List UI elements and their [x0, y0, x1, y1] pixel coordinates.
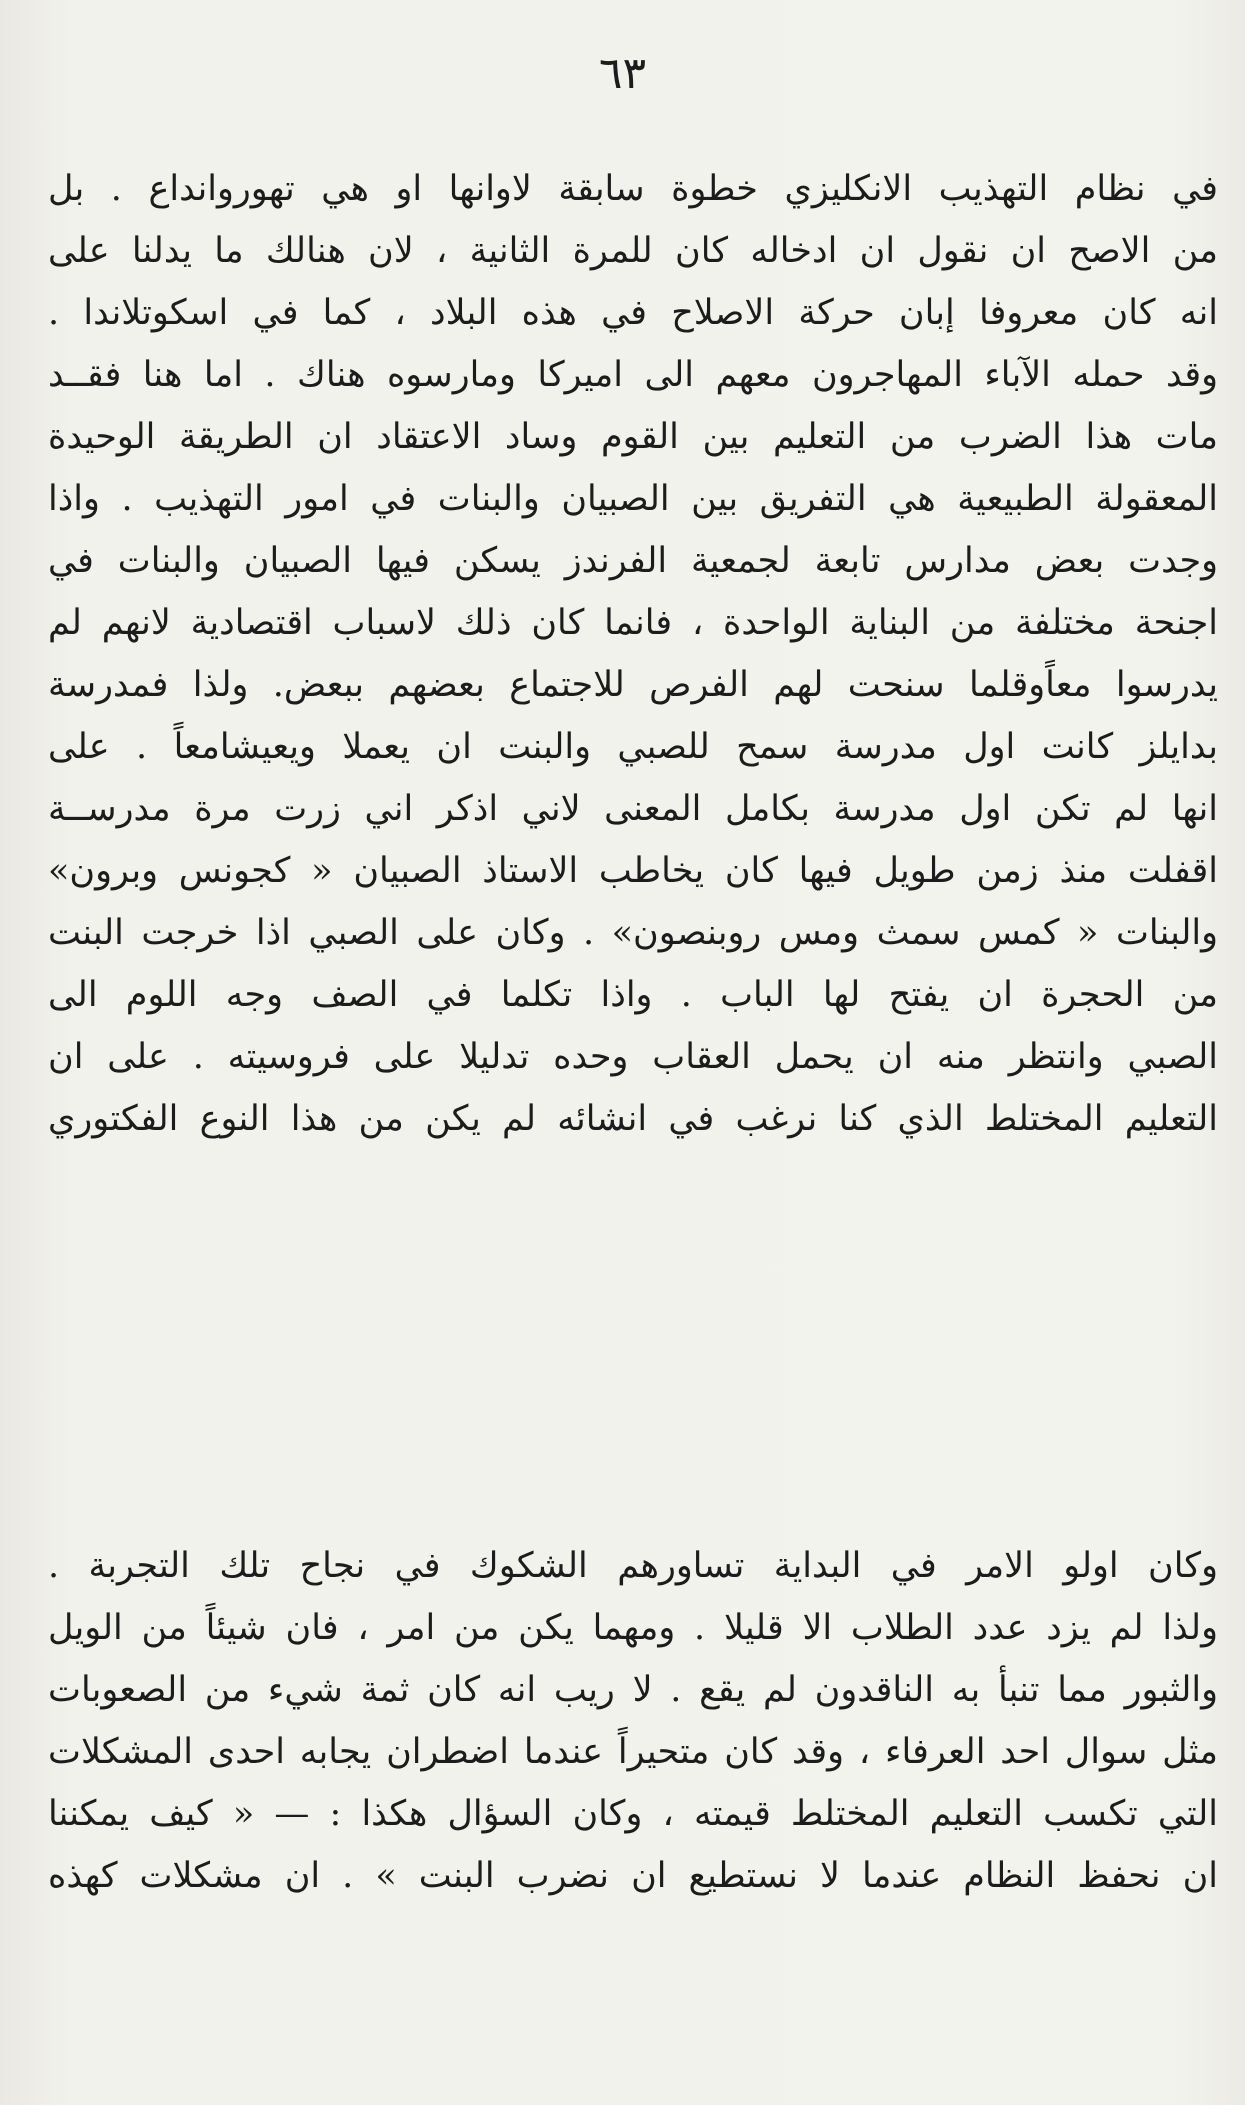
paragraph-1	[48, 158, 1218, 1150]
page-number: ٦٣	[598, 48, 647, 99]
text-line: التعليم المختلط الذي كنا نرغب في انشائه لم يكن من هذا النوع الفكتوري	[48, 1099, 1218, 1139]
text-line: المعقولة الطبيعية هي التفريق بين الصبيان والبنات في امور التهذيب . واذا	[48, 479, 1218, 519]
text-line: اقفلت منذ زمن طويل فيها كان يخاطب الاستاذ الصبيان « كجونس وبرون»	[48, 851, 1218, 891]
text-line: بدايلز كانت اول مدرسة سمح للصبي والبنت ان يعملا ويعيشامعاً . على	[48, 727, 1218, 767]
text-line: الصبي وانتظر منه ان يحمل العقاب وحده تدليلا على فروسيته . على ان	[48, 1037, 1218, 1077]
text-line: التي تكسب التعليم المختلط قيمته ، وكان السؤال هكذا : — « كيف يمكننا	[48, 1794, 1218, 1834]
text-line: مات هذا الضرب من التعليم بين القوم وساد الاعتقاد ان الطريقة الوحيدة	[48, 417, 1218, 457]
text-line: مثل سوال احد العرفاء ، وقد كان متحيراً عندما اضطران يجابه احدى المشكلات	[48, 1732, 1218, 1772]
text-line: من الاصح ان نقول ان ادخاله كان للمرة الثانية ، لان هنالك ما يدلنا على	[48, 231, 1218, 271]
text-line: في نظام التهذيب الانكليزي خطوة سابقة لاوانها او هي تهوروانداع . بل	[48, 169, 1218, 209]
text-line: من الحجرة ان يفتح لها الباب . واذا تكلما في الصف وجه اللوم الى	[48, 975, 1218, 1015]
text-line: يدرسوا معاًوقلما سنحت لهم الفرص للاجتماع بعضهم ببعض. ولذا فمدرسة	[48, 665, 1218, 705]
text-line: والبنات « كمس سمث ومس روبنصون» . وكان على الصبي اذا خرجت البنت	[48, 913, 1218, 953]
text-line: انه كان معروفا إبان حركة الاصلاح في هذه البلاد ، كما في اسكوتلاندا .	[48, 293, 1218, 333]
text-line: انها لم تكن اول مدرسة بكامل المعنى لاني اذكر اني زرت مرة مدرســة	[48, 789, 1218, 829]
paragraph-2	[48, 1535, 1218, 1907]
text-line: ولذا لم يزد عدد الطلاب الا قليلا . ومهما يكن من امر ، فان شيئاً من الويل	[48, 1608, 1218, 1648]
text-line: وقد حمله الآباء المهاجرون معهم الى اميركا ومارسوه هناك . اما هنا فقــد	[48, 355, 1218, 395]
text-line: وجدت بعض مدارس تابعة لجمعية الفرندز يسكن فيها الصبيان والبنات في	[48, 541, 1218, 581]
text-line: اجنحة مختلفة من البناية الواحدة ، فانما كان ذلك لاسباب اقتصادية لانهم لم	[48, 603, 1218, 643]
text-line: وكان اولو الامر في البداية تساورهم الشكوك في نجاح تلك التجربة .	[48, 1546, 1218, 1586]
text-line: ان نحفظ النظام عندما لا نستطيع ان نضرب البنت » . ان مشكلات كهذه	[48, 1856, 1218, 1896]
text-line: والثبور مما تنبأ به الناقدون لم يقع . لا ريب انه كان ثمة شيء من الصعوبات	[48, 1670, 1218, 1710]
